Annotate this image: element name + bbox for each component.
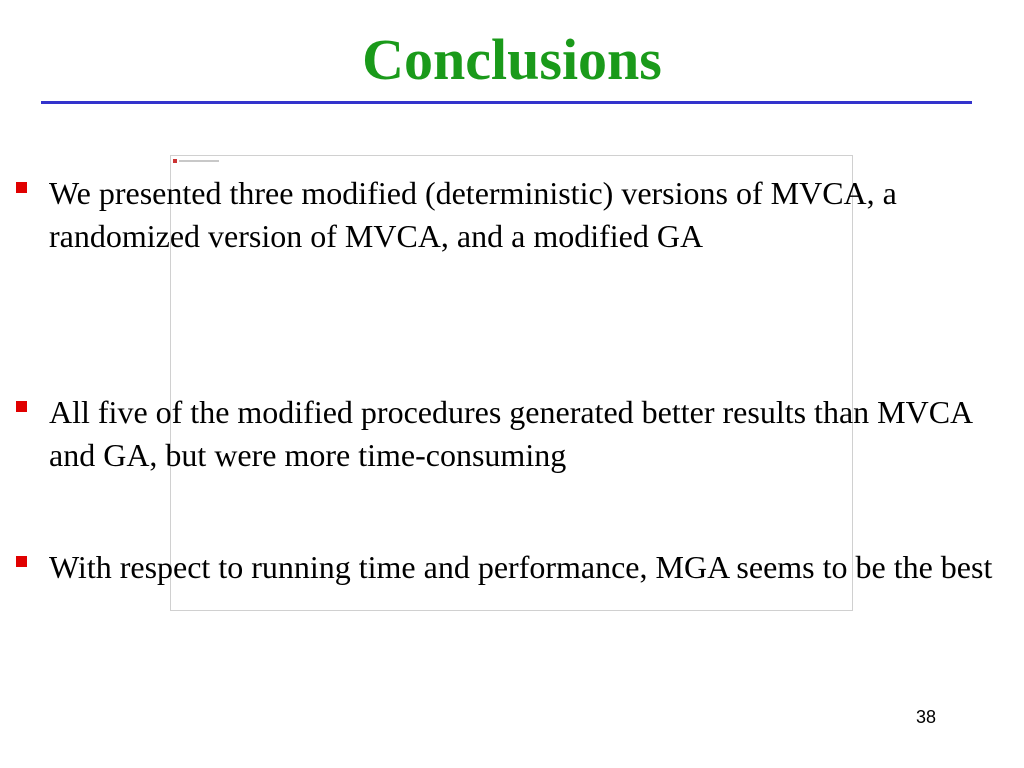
embedded-object-caption-placeholder xyxy=(179,160,219,162)
bullet-item xyxy=(16,172,1016,258)
slide-title: Conclusions xyxy=(362,27,662,92)
bullet-text: With respect to running time and performance, MGA seems to be the best xyxy=(49,549,993,585)
bullet-item xyxy=(16,546,1016,589)
square-bullet-icon xyxy=(16,182,27,193)
page-number: 38 xyxy=(915,707,937,727)
embedded-object-icon xyxy=(173,159,177,163)
square-bullet-icon xyxy=(16,556,27,567)
bullet-text: We presented three modified (deterministic) versions of MVCA, a randomized version of MVCA, and a modified GA xyxy=(49,175,897,254)
bullet-item xyxy=(16,391,1016,477)
square-bullet-icon xyxy=(16,401,27,412)
bullet-text: All five of the modified procedures generated better results than MVCA and GA, but were more time-consuming xyxy=(49,394,972,473)
embedded-object-caption xyxy=(173,158,221,163)
title-divider xyxy=(41,101,972,104)
